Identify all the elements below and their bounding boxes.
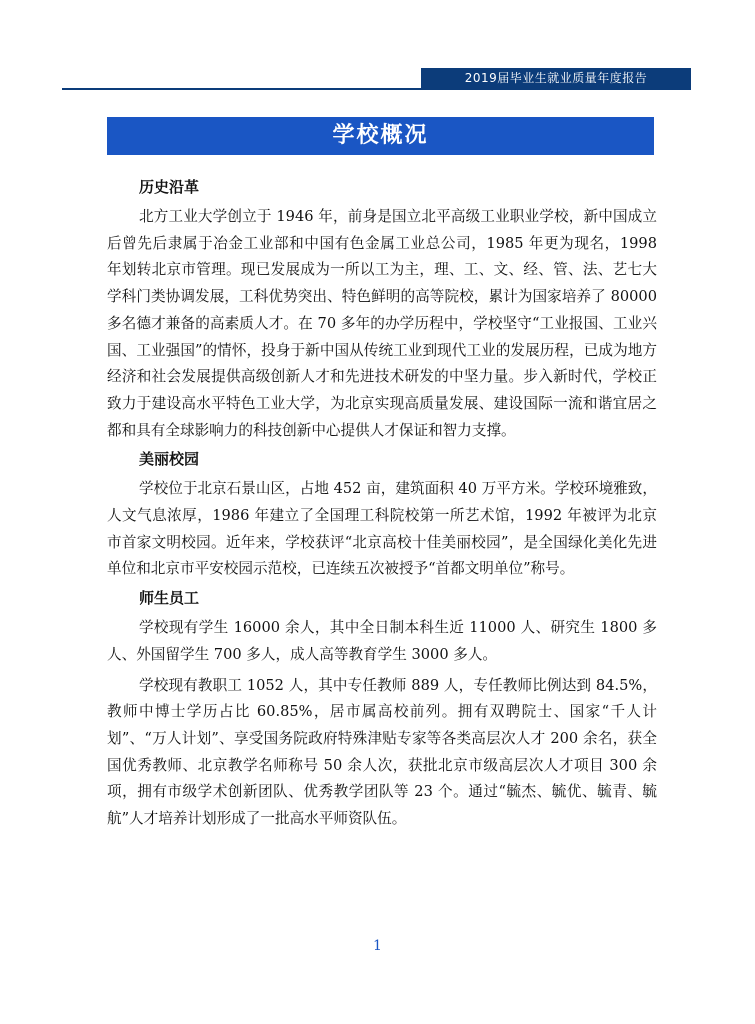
paragraph: 学校现有学生 16000 余人，其中全日制本科生近 11000 人、研究生 1800 多人、外国留学生 700 多人，成人高等教育学生 3000 多人。 [107, 619, 657, 663]
page-title: 学校概况 [107, 117, 654, 155]
paragraph: 学校现有教职工 1052 人，其中专任教师 889 人，专任教师比例达到 84.5%，教师中博士学历占比 60.85%，居市属高校前列。拥有双聘院士、国家“千人计划”、“万人计划”、享受国务院政府特殊津贴专家等各类高层次人才 200 余名，获全国优秀教师、北京教学名师称号 50 余人次，获批北京市级高层次人才项目 300 余项，拥有市级学术创新团队、优秀教学团队等 23 个。通过“毓杰、毓优、毓青、毓航”人才培养计划形成了一批高水平师资队伍。 [107, 676, 657, 828]
page-number: 1 [373, 938, 382, 954]
document-body [107, 176, 657, 837]
section-campus [107, 448, 657, 583]
report-title-tab: 2019届毕业生就业质量年度报告 [421, 68, 691, 88]
header-divider [62, 88, 691, 90]
section-history [107, 176, 657, 444]
section-staff [107, 587, 657, 833]
paragraph: 北方工业大学创立于 1946 年，前身是国立北平高级工业职业学校，新中国成立后曾先后隶属于冶金工业部和中国有色金属工业总公司，1985 年更为现名，1998 年划转北京市管理。现已发展成为一所以工为主，理、工、文、经、管、法、艺七大学科门类协调发展，工科优势突出、特色鲜明的高等院校，累计为国家培养了 80000 多名德才兼备的高素质人才。在 70 多年的办学历程中，学校坚守“工业报国、工业兴国、工业强国”的情怀，投身于新中国从传统工业到现代工业的发展历程，已成为地方经济和社会发展提供高级创新人才和先进技术研发的中坚力量。步入新时代，学校正致力于建设高水平特色工业大学，为北京实现高质量发展、建设国际一流和谐宜居之都和具有全球影响力的科技创新中心提供人才保证和智力支撑。 [107, 208, 657, 439]
section-heading: 美丽校园 [139, 450, 200, 469]
paragraph: 学校位于北京石景山区，占地 452 亩，建筑面积 40 万平方米。学校环境雅致，人文气息浓厚，1986 年建立了全国理工科院校第一所艺术馆，1992 年被评为北京市首家文明校园。近年来，学校获评“北京高校十佳美丽校园”，是全国绿化美化先进单位和北京市平安校园示范校，已连续五次被授予“首都文明单位”称号。 [107, 480, 657, 578]
section-heading: 师生员工 [139, 589, 200, 608]
section-heading: 历史沿革 [139, 178, 200, 196]
